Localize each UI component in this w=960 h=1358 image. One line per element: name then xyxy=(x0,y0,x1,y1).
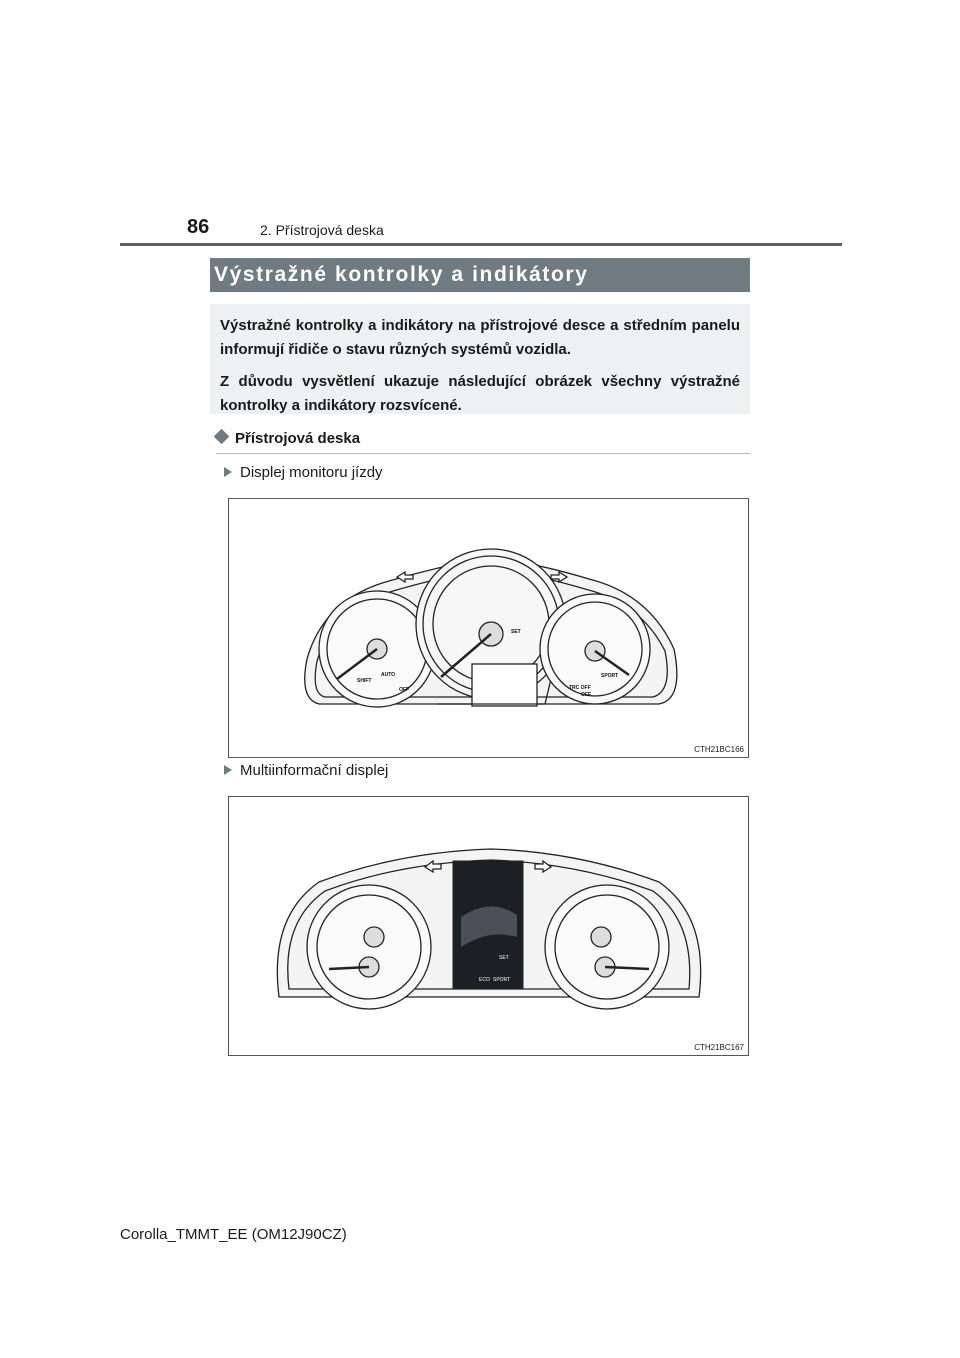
header-rule xyxy=(120,243,842,246)
label-auto: AUTO xyxy=(381,672,396,678)
label-sport: SPORT xyxy=(601,673,619,679)
label-trc-off: TRC OFF xyxy=(569,685,591,691)
label-set-2: SET xyxy=(499,955,509,961)
subsection-heading xyxy=(216,430,360,447)
triangle-bullet-icon xyxy=(224,467,232,477)
footer-model: Corolla_TMMT_EE (OM12J90CZ) xyxy=(120,1226,347,1243)
instrument-cluster-illustration xyxy=(229,499,750,759)
chapter-title: 2. Přístrojová deska xyxy=(260,222,384,238)
figure-1-caption-text: Displej monitoru jízdy xyxy=(240,464,383,481)
page-number: 86 xyxy=(187,216,210,238)
label-eco: ECO xyxy=(479,977,490,983)
instrument-cluster-mid-illustration xyxy=(229,797,750,1057)
figure-2-instrument-cluster xyxy=(228,796,749,1056)
figure-2-caption xyxy=(224,762,388,779)
intro-box xyxy=(210,304,750,414)
section-title: Výstražné kontrolky a indikátory xyxy=(210,258,750,292)
intro-paragraph-1: Výstražné kontrolky a indikátory na přístrojové desce a středním panelu informují řidiče o stavu různých systémů vozidla. xyxy=(220,317,740,358)
subsection-rule xyxy=(216,453,750,454)
figure-1-code: CTH21BC166 xyxy=(694,745,744,754)
figure-2-code: CTH21BC167 xyxy=(694,1043,744,1052)
subsection-heading-text: Přístrojová deska xyxy=(235,430,361,447)
label-off: OFF xyxy=(399,687,409,693)
label-off-2: OFF xyxy=(581,692,591,698)
figure-1-caption xyxy=(224,464,383,481)
figure-1-instrument-cluster xyxy=(228,498,749,758)
label-sport-2: SPORT xyxy=(493,977,511,983)
intro-paragraph-2: Z důvodu vysvětlení ukazuje následující obrázek všechny výstražné kontrolky a indikátory rozsvícené. xyxy=(220,373,740,414)
label-set: SET xyxy=(511,629,521,635)
label-shift: SHIFT xyxy=(357,678,372,684)
diamond-icon xyxy=(214,429,230,445)
figure-2-caption-text: Multiinformační displej xyxy=(240,762,389,779)
triangle-bullet-icon xyxy=(224,765,232,775)
